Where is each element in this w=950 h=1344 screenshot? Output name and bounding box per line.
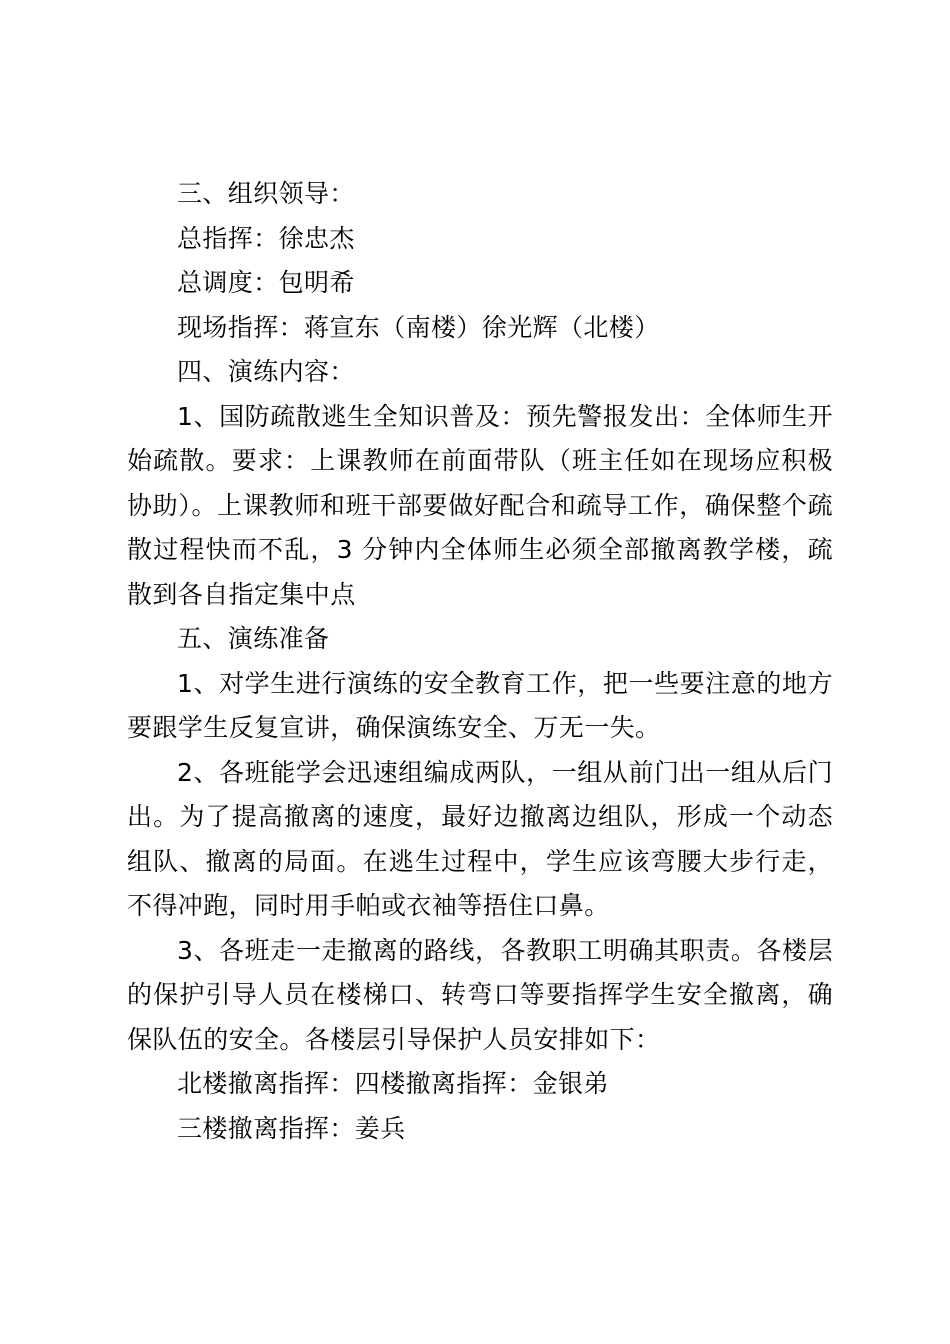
north-building-commander-line: 北楼撤离指挥：四楼撤离指挥：金银弟 — [177, 1069, 609, 1098]
commander-line: 总指挥：徐忠杰 — [177, 223, 355, 253]
preparation-item-3: 3、各班走一走撤离的路线，各教职工明确其职责。各楼层的保护引导人员在楼梯口、转弯口等要指挥学生安全撤离，确保队伍的安全。各楼层引导保护人员安排如下： — [127, 935, 833, 1054]
content-item-1: 1、国防疏散逃生全知识普及：预先警报发出：全体师生开始疏散。要求：上课教师在前面带队（班主任如在现场应积极协助）。上课教师和班干部要做好配合和疏导工作，确保整个疏散过程快而不乱，3 分钟内全体师生必须全部撤离教学楼，疏散到各自指定集中点 — [127, 401, 833, 609]
section-heading-organization: 三、组织领导： — [177, 179, 355, 208]
field-commander-line: 现场指挥：蒋宣东（南楼）徐光辉（北楼） — [177, 312, 660, 342]
third-floor-commander-line: 三楼撤离指挥：姜兵 — [177, 1113, 406, 1143]
section-heading-preparation: 五、演练准备 — [177, 624, 330, 653]
preparation-item-2: 2、各班能学会迅速组编成两队，一组从前门出一组从后门出。为了提高撤离的速度，最好边撤离边组队，形成一个动态组队、撤离的局面。在逃生过程中，学生应该弯腰大步行走，不得冲跑，同时用手帕或衣袖等捂住口鼻。 — [127, 757, 833, 920]
dispatcher-line: 总调度：包明希 — [177, 268, 355, 297]
section-heading-content: 四、演练内容： — [177, 357, 355, 386]
preparation-item-1: 1、对学生进行演练的安全教育工作，把一些要注意的地方要跟学生反复宣讲，确保演练安全、万无一失。 — [127, 668, 833, 742]
document-body — [127, 172, 833, 1151]
